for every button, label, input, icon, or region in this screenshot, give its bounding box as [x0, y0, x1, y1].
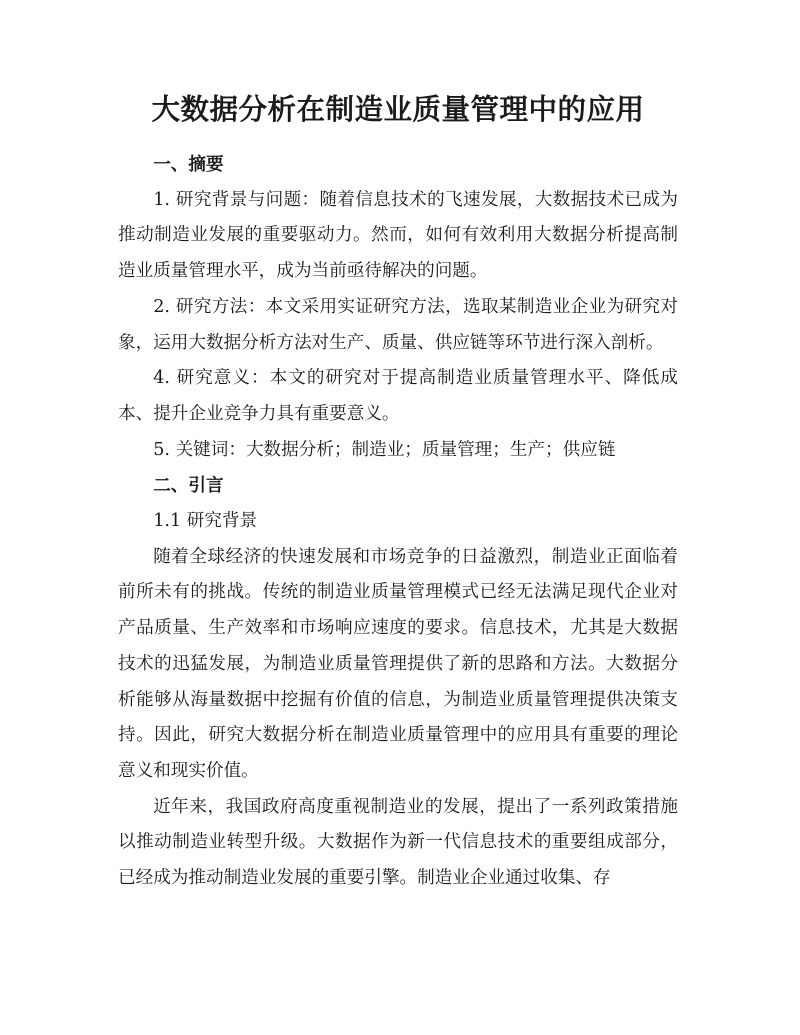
introduction-paragraph-1: 随着全球经济的快速发展和市场竞争的日益激烈，制造业正面临着前所未有的挑战。传统的制造业质量管理模式已经无法满足现代企业对产品质量、生产效率和市场响应速度的要求。信息技术，尤其是大数据技术的迅猛发展，为制造业质量管理提供了新的思路和方法。大数据分析能够从海量数据中挖掘有价值的信息，为制造业质量管理提供决策支持。因此，研究大数据分析在制造业质量管理中的应用具有重要的理论意义和现实价值。 — [118, 546, 678, 781]
introduction-paragraph-2: 近年来，我国政府高度重视制造业的发展，提出了一系列政策措施以推动制造业转型升级。大数据作为新一代信息技术的重要组成部分，已经成为推动制造业发展的重要引擎。制造业企业通过收集、存 — [118, 796, 678, 889]
document-title: 大数据分析在制造业质量管理中的应用 — [151, 93, 645, 126]
document-body — [118, 147, 678, 897]
abstract-paragraph-method: 2. 研究方法：本文采用实证研究方法，选取某制造业企业为研究对象，运用大数据分析方法对生产、质量、供应链等环节进行深入剖析。 — [118, 296, 678, 353]
abstract-paragraph-significance: 4. 研究意义：本文的研究对于提高制造业质量管理水平、降低成本、提升企业竞争力具有重要意义。 — [118, 368, 678, 424]
section-heading-introduction: 二、引言 — [153, 475, 224, 497]
abstract-paragraph-background: 1. 研究背景与问题：随着信息技术的飞速发展，大数据技术已成为推动制造业发展的重要驱动力。然而，如何有效利用大数据分析提高制造业质量管理水平，成为当前亟待解决的问题。 — [118, 189, 678, 282]
section-heading-abstract: 一、摘要 — [153, 154, 224, 175]
subsection-heading-background: 1.1 研究背景 — [153, 511, 258, 532]
abstract-paragraph-keywords: 5. 关键词：大数据分析；制造业；质量管理；生产；供应链 — [153, 439, 616, 460]
